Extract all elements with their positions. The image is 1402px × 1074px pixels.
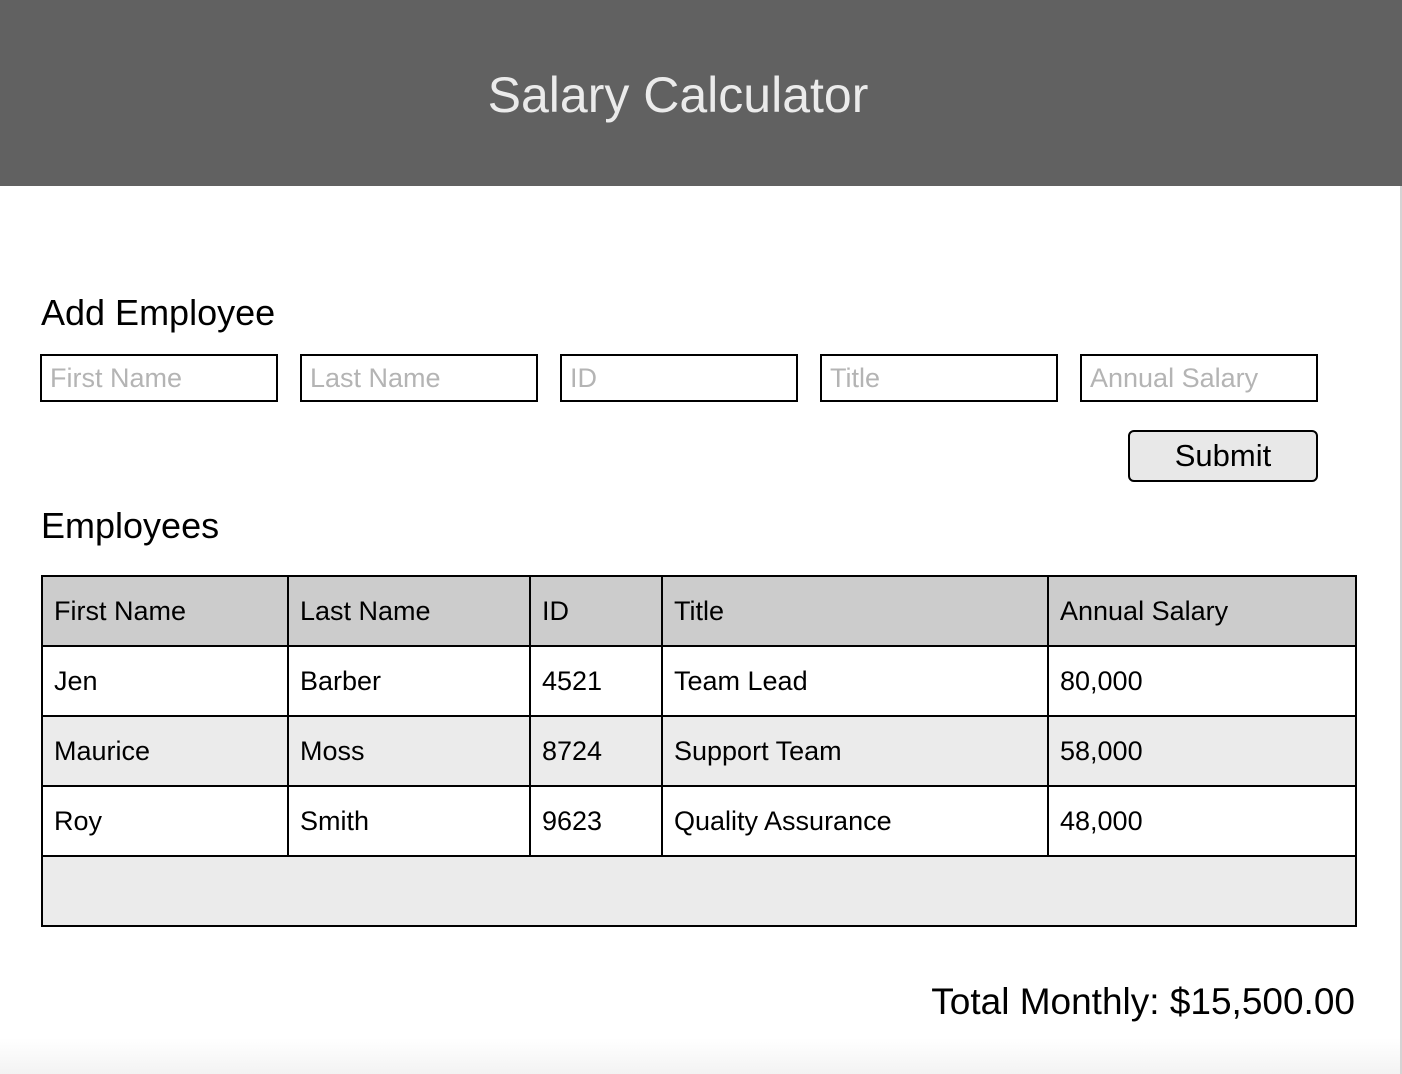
cell-last-name: Moss (288, 716, 530, 786)
column-header-last-name: Last Name (288, 576, 530, 646)
add-employee-heading: Add Employee (41, 292, 276, 333)
total-monthly: Total Monthly: $15,500.00 (931, 981, 1355, 1022)
cell-first-name: Jen (42, 646, 288, 716)
app-header (0, 0, 1402, 186)
cell-id: 9623 (530, 786, 662, 856)
title-input[interactable] (820, 354, 1058, 402)
first-name-input[interactable] (40, 354, 278, 402)
page-bottom-fade (0, 1038, 1400, 1074)
page-title: Salary Calculator (487, 67, 869, 123)
submit-button[interactable]: Submit (1128, 430, 1318, 482)
cell-annual-salary: 58,000 (1048, 716, 1356, 786)
cell-last-name: Barber (288, 646, 530, 716)
table-row (42, 786, 1356, 856)
cell-title: Team Lead (662, 646, 1048, 716)
table-row (42, 716, 1356, 786)
last-name-input[interactable] (300, 354, 538, 402)
employees-table (41, 575, 1357, 927)
table-row (42, 646, 1356, 716)
cell-first-name: Roy (42, 786, 288, 856)
table-footer-cell (42, 856, 1356, 926)
id-input[interactable] (560, 354, 798, 402)
cell-title: Quality Assurance (662, 786, 1048, 856)
cell-id: 4521 (530, 646, 662, 716)
cell-title: Support Team (662, 716, 1048, 786)
column-header-annual-salary: Annual Salary (1048, 576, 1356, 646)
column-header-id: ID (530, 576, 662, 646)
annual-salary-input[interactable] (1080, 354, 1318, 402)
column-header-title: Title (662, 576, 1048, 646)
cell-annual-salary: 48,000 (1048, 786, 1356, 856)
cell-first-name: Maurice (42, 716, 288, 786)
employees-heading: Employees (41, 505, 220, 546)
cell-id: 8724 (530, 716, 662, 786)
column-header-first-name: First Name (42, 576, 288, 646)
cell-annual-salary: 80,000 (1048, 646, 1356, 716)
table-header-row (42, 576, 1356, 646)
table-footer-row (42, 856, 1356, 926)
cell-last-name: Smith (288, 786, 530, 856)
